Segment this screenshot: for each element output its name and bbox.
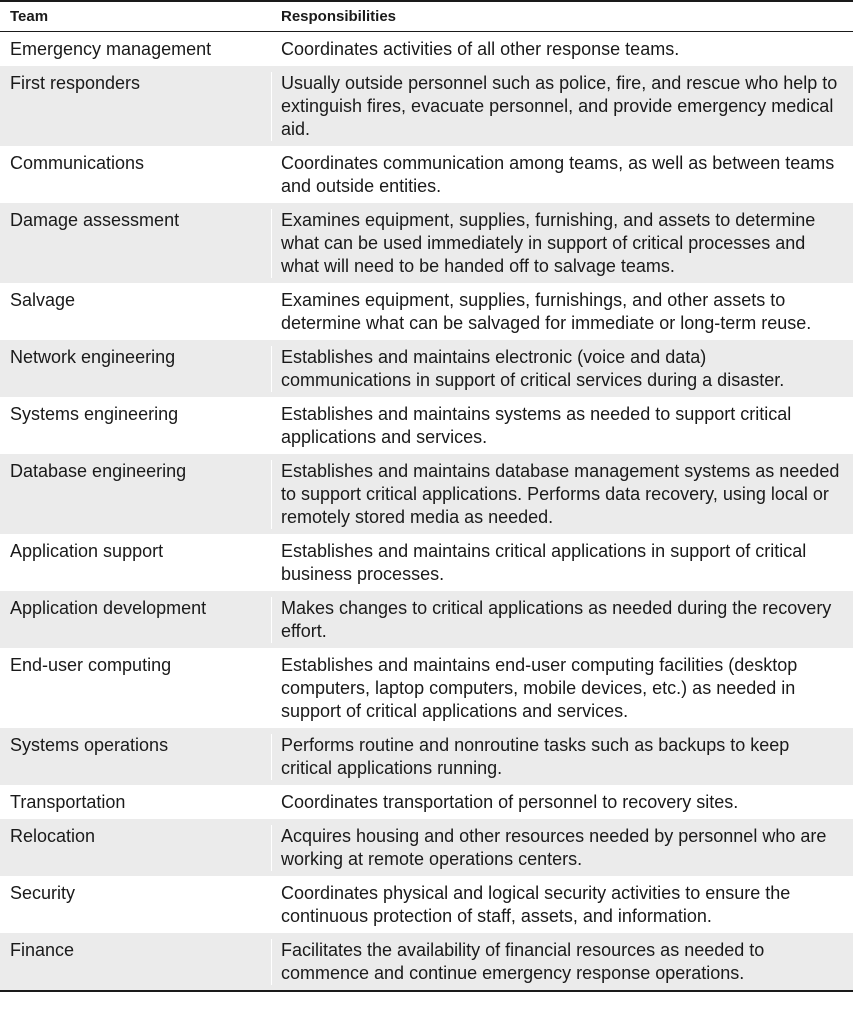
team-cell: Database engineering [0, 460, 272, 529]
team-cell: Application support [0, 540, 272, 586]
team-cell: Damage assessment [0, 209, 272, 278]
table-row [0, 876, 853, 933]
table-row [0, 340, 853, 397]
responsibilities-cell: Coordinates physical and logical security activities to ensure the continuous protection of staff, assets, and information. [281, 883, 791, 926]
responsibilities-cell: Coordinates activities of all other response teams. [281, 39, 680, 59]
table-row [0, 397, 853, 454]
table-row [0, 819, 853, 876]
table-row [0, 203, 853, 283]
header-responsibilities: Responsibilities [281, 8, 397, 25]
responsibilities-cell: Coordinates transportation of personnel to recovery sites. [281, 792, 739, 812]
responsibilities-cell: Establishes and maintains electronic (voice and data) communications in support of critical services during a disaster. [281, 347, 785, 390]
responsibilities-cell: Usually outside personnel such as police, fire, and rescue who help to extinguish fires, evacuate personnel, and provide emergency medical aid. [281, 73, 838, 139]
team-cell: End-user computing [0, 654, 272, 723]
team-cell: Application development [0, 597, 272, 643]
team-cell: Network engineering [0, 346, 272, 392]
responsibilities-cell: Acquires housing and other resources needed by personnel who are working at remote operations centers. [281, 826, 827, 869]
table-row [0, 454, 853, 534]
responsibilities-cell: Makes changes to critical applications as needed during the recovery effort. [281, 598, 832, 641]
table-row [0, 591, 853, 648]
table-row [0, 785, 853, 819]
table-row [0, 728, 853, 785]
table-body [0, 32, 853, 990]
header-team: Team [10, 8, 49, 25]
table-row [0, 283, 853, 340]
table-row [0, 933, 853, 990]
responsibilities-cell: Examines equipment, supplies, furnishing, and assets to determine what can be used immediately in support of critical processes and what will need to be handed off to salvage teams. [281, 210, 816, 276]
responsibilities-cell: Examines equipment, supplies, furnishings, and other assets to determine what can be salvaged for immediate or long-term reuse. [281, 290, 812, 333]
responsibilities-cell: Facilitates the availability of financial resources as needed to commence and continue emergency response operations. [281, 940, 765, 983]
table-row [0, 66, 853, 146]
table-row [0, 648, 853, 728]
responsibilities-cell: Establishes and maintains systems as needed to support critical applications and services. [281, 404, 792, 447]
table-row [0, 534, 853, 591]
table-row [0, 146, 853, 203]
responsibilities-cell: Establishes and maintains database management systems as needed to support critical applications. Performs data recovery, using local or remotely stored media as needed. [281, 461, 840, 527]
table-row [0, 32, 853, 66]
team-cell: Salvage [0, 289, 272, 335]
responsibilities-cell: Performs routine and nonroutine tasks such as backups to keep critical applications running. [281, 735, 790, 778]
table-header [0, 2, 853, 32]
table-bottom-rule [0, 990, 853, 992]
team-cell: Security [0, 882, 272, 928]
responsibilities-cell: Establishes and maintains critical applications in support of critical business processes. [281, 541, 807, 584]
responsibilities-cell: Coordinates communication among teams, as well as between teams and outside entities. [281, 153, 835, 196]
team-cell: Emergency management [0, 38, 272, 61]
team-cell: Systems operations [0, 734, 272, 780]
team-cell: Systems engineering [0, 403, 272, 449]
team-cell: Transportation [0, 791, 272, 814]
team-cell: Relocation [0, 825, 272, 871]
team-cell: Finance [0, 939, 272, 985]
team-cell: First responders [0, 72, 272, 141]
responsibilities-cell: Establishes and maintains end-user computing facilities (desktop computers, laptop computers, mobile devices, etc.) as needed in support of critical applications and services. [281, 655, 798, 721]
team-cell: Communications [0, 152, 272, 198]
